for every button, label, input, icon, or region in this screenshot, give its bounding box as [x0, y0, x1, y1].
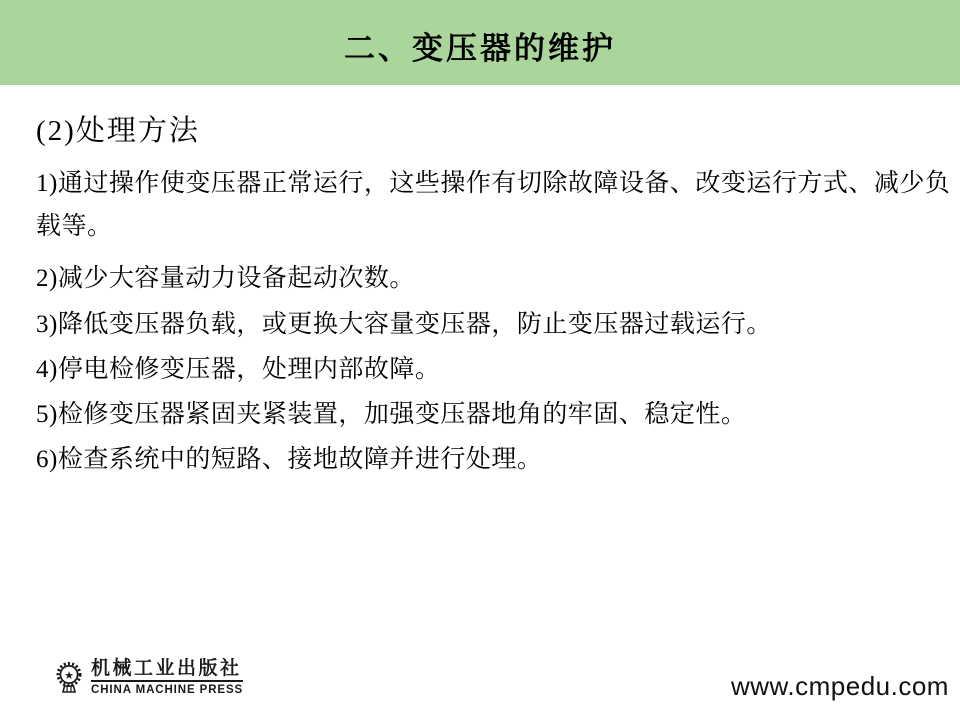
slide-header [0, 0, 960, 85]
body-line: 载等。 [36, 213, 113, 240]
body-line: 4)停电检修变压器，处理内部故障。 [36, 356, 441, 383]
website-url: www.cmpedu.com [731, 671, 949, 701]
body-line: 5)检修变压器紧固夹紧装置，加强变压器地角的牢固、稳定性。 [36, 401, 747, 428]
svg-text:★: ★ [64, 669, 74, 682]
body-line: 2)减少大容量动力设备起动次数。 [36, 265, 415, 292]
section-heading: (2)处理方法 [36, 115, 200, 147]
publisher-logo [54, 659, 243, 696]
body-line: 6)检查系统中的短路、接地故障并进行处理。 [36, 446, 543, 473]
publisher-name-cn: 机械工业出版社 [91, 659, 243, 682]
publisher-text [91, 659, 243, 696]
slide-title: 二、变压器的维护 [344, 31, 616, 66]
publisher-name-en: CHINA MACHINE PRESS [91, 683, 244, 696]
body-line: 1)通过操作使变压器正常运行，这些操作有切除故障设备、改变运行方式、减少负 [36, 170, 951, 197]
body-line: 3)降低变压器负载，或更换大容量变压器，防止变压器过载运行。 [36, 311, 772, 338]
gear-star-icon [54, 661, 84, 695]
